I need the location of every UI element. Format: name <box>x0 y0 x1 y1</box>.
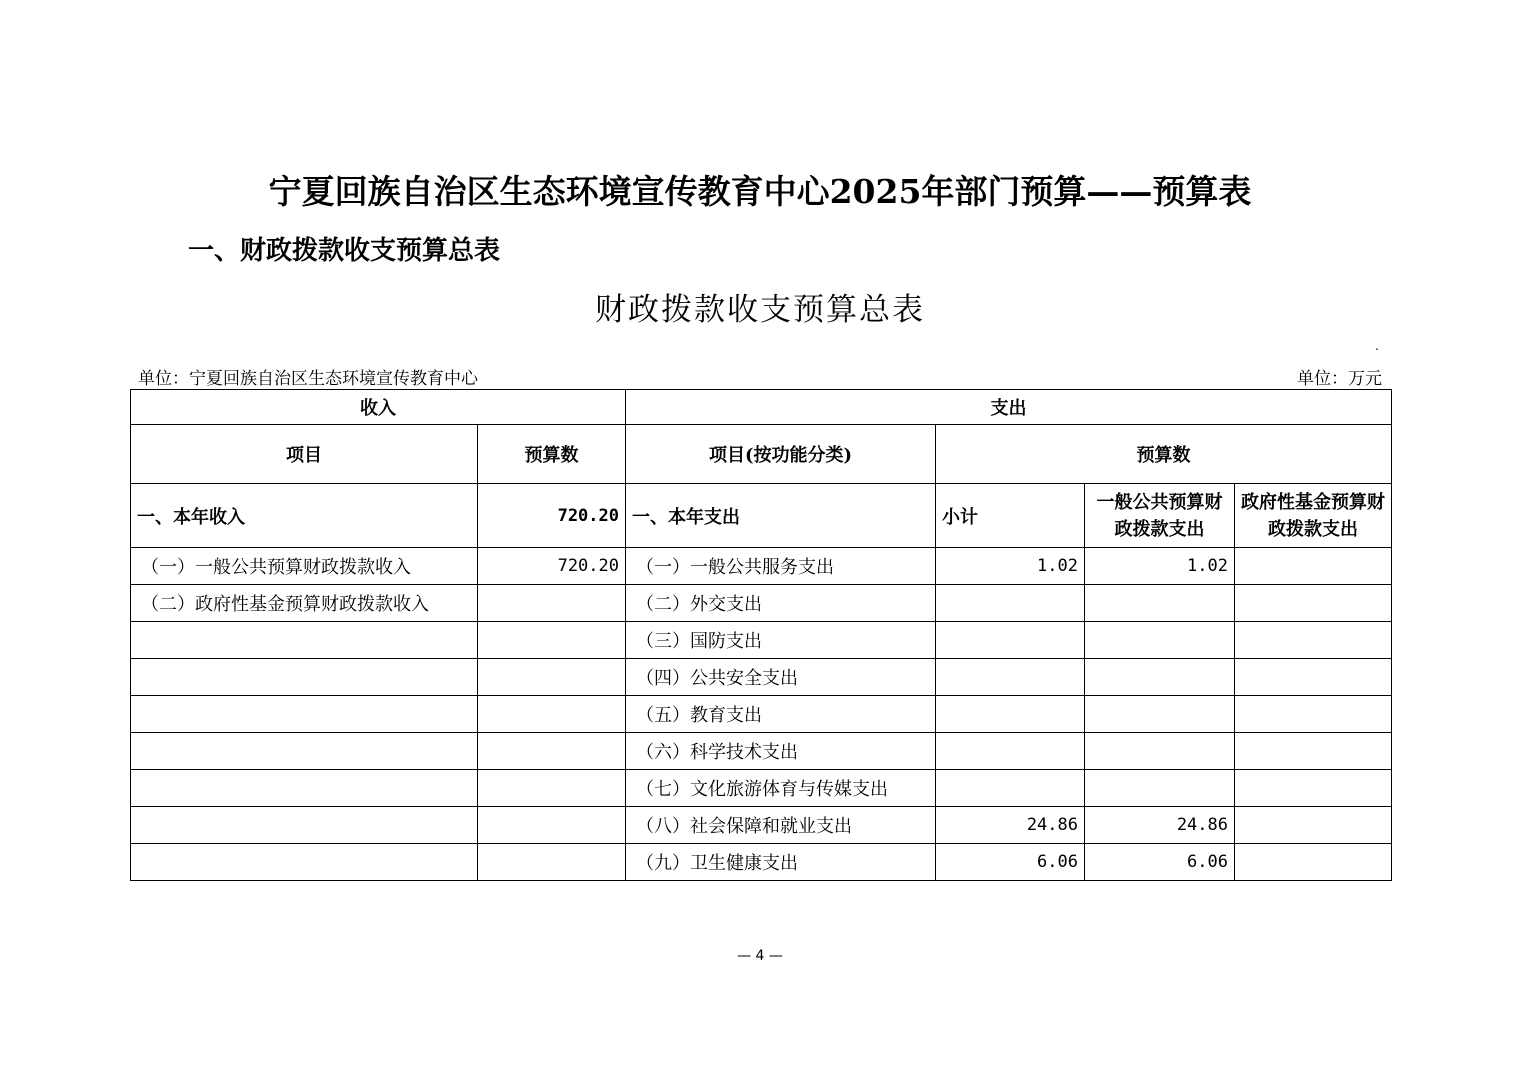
table-row <box>131 622 1392 659</box>
table-title: 财政拨款收支预算总表 <box>595 292 925 328</box>
gov-fund-cell <box>1235 807 1392 844</box>
subtotal-cell: 6.06 <box>936 844 1085 881</box>
income-item-cell <box>131 844 478 881</box>
table-row <box>131 659 1392 696</box>
income-amount-cell: 720.20 <box>478 548 626 585</box>
subtotal-cell <box>936 770 1085 807</box>
income-amount-cell <box>478 622 626 659</box>
table-row <box>131 548 1392 585</box>
income-item-cell <box>131 770 478 807</box>
expense-item-cell: （二）外交支出 <box>626 585 936 622</box>
income-item-cell <box>131 807 478 844</box>
expense-item-cell: （六）科学技术支出 <box>626 733 936 770</box>
table-row <box>131 807 1392 844</box>
general-public-cell: 6.06 <box>1085 844 1235 881</box>
expense-item-cell: （九）卫生健康支出 <box>626 844 936 881</box>
income-amount-cell <box>478 585 626 622</box>
subtotal-cell <box>936 733 1085 770</box>
expense-item-cell: （一）一般公共服务支出 <box>626 548 936 585</box>
section-heading: 一、财政拨款收支预算总表 <box>188 236 501 266</box>
general-public-cell <box>1085 770 1235 807</box>
gov-fund-cell <box>1235 548 1392 585</box>
gov-fund-cell <box>1235 622 1392 659</box>
income-item-cell <box>131 622 478 659</box>
expense-total-label: 一、本年支出 <box>626 484 936 548</box>
subtotal-cell <box>936 659 1085 696</box>
expense-item-cell: （七）文化旅游体育与传媒支出 <box>626 770 936 807</box>
col-income-item: 项目 <box>131 425 478 484</box>
unit-organization: 单位：宁夏回族自治区生态环境宣传教育中心 <box>138 369 478 389</box>
general-public-cell <box>1085 659 1235 696</box>
gov-fund-cell <box>1235 659 1392 696</box>
col-expense-amount: 预算数 <box>936 425 1392 484</box>
general-public-cell <box>1085 696 1235 733</box>
col-income-amount: 预算数 <box>478 425 626 484</box>
income-amount-cell <box>478 770 626 807</box>
unit-currency: 单位：万元 <box>1297 369 1382 389</box>
subtotal-cell <box>936 622 1085 659</box>
income-amount-cell <box>478 844 626 881</box>
gov-fund-cell <box>1235 733 1392 770</box>
expense-header: 支出 <box>626 390 1392 425</box>
expense-item-cell: （三）国防支出 <box>626 622 936 659</box>
income-item-cell: （一）一般公共预算财政拨款收入 <box>131 548 478 585</box>
gov-fund-cell <box>1235 585 1392 622</box>
income-amount-cell <box>478 807 626 844</box>
col-general-public: 一般公共预算财政拨款支出 <box>1085 484 1235 548</box>
subtotal-cell: 24.86 <box>936 807 1085 844</box>
income-item-cell <box>131 696 478 733</box>
income-amount-cell <box>478 733 626 770</box>
expense-item-cell: （四）公共安全支出 <box>626 659 936 696</box>
gov-fund-cell <box>1235 696 1392 733</box>
general-public-cell <box>1085 622 1235 659</box>
income-amount-cell <box>478 659 626 696</box>
income-item-cell: （二）政府性基金预算财政拨款收入 <box>131 585 478 622</box>
header-row-1 <box>131 390 1392 425</box>
total-row <box>131 484 1392 548</box>
budget-table <box>130 389 1392 881</box>
gov-fund-cell <box>1235 844 1392 881</box>
header-row-2 <box>131 425 1392 484</box>
expense-item-cell: （八）社会保障和就业支出 <box>626 807 936 844</box>
table-row <box>131 770 1392 807</box>
income-item-cell <box>131 733 478 770</box>
col-expense-item: 项目(按功能分类) <box>626 425 936 484</box>
subtotal-cell <box>936 696 1085 733</box>
general-public-cell: 24.86 <box>1085 807 1235 844</box>
income-item-cell <box>131 659 478 696</box>
expense-item-cell: （五）教育支出 <box>626 696 936 733</box>
income-amount-cell <box>478 696 626 733</box>
table-row <box>131 696 1392 733</box>
table-row <box>131 585 1392 622</box>
subtotal-cell: 1.02 <box>936 548 1085 585</box>
page-number: — 4 — <box>737 948 783 964</box>
table-row <box>131 844 1392 881</box>
dot-mark: . <box>1375 339 1379 353</box>
income-total-value: 720.20 <box>478 484 626 548</box>
gov-fund-cell <box>1235 770 1392 807</box>
document-title: 宁夏回族自治区生态环境宣传教育中心2025年部门预算——预算表 <box>268 172 1252 211</box>
income-header: 收入 <box>131 390 626 425</box>
table-row <box>131 733 1392 770</box>
general-public-cell <box>1085 585 1235 622</box>
general-public-cell <box>1085 733 1235 770</box>
general-public-cell: 1.02 <box>1085 548 1235 585</box>
col-gov-fund: 政府性基金预算财政拨款支出 <box>1235 484 1392 548</box>
income-total-label: 一、本年收入 <box>131 484 478 548</box>
subtotal-cell <box>936 585 1085 622</box>
col-subtotal: 小计 <box>936 484 1085 548</box>
